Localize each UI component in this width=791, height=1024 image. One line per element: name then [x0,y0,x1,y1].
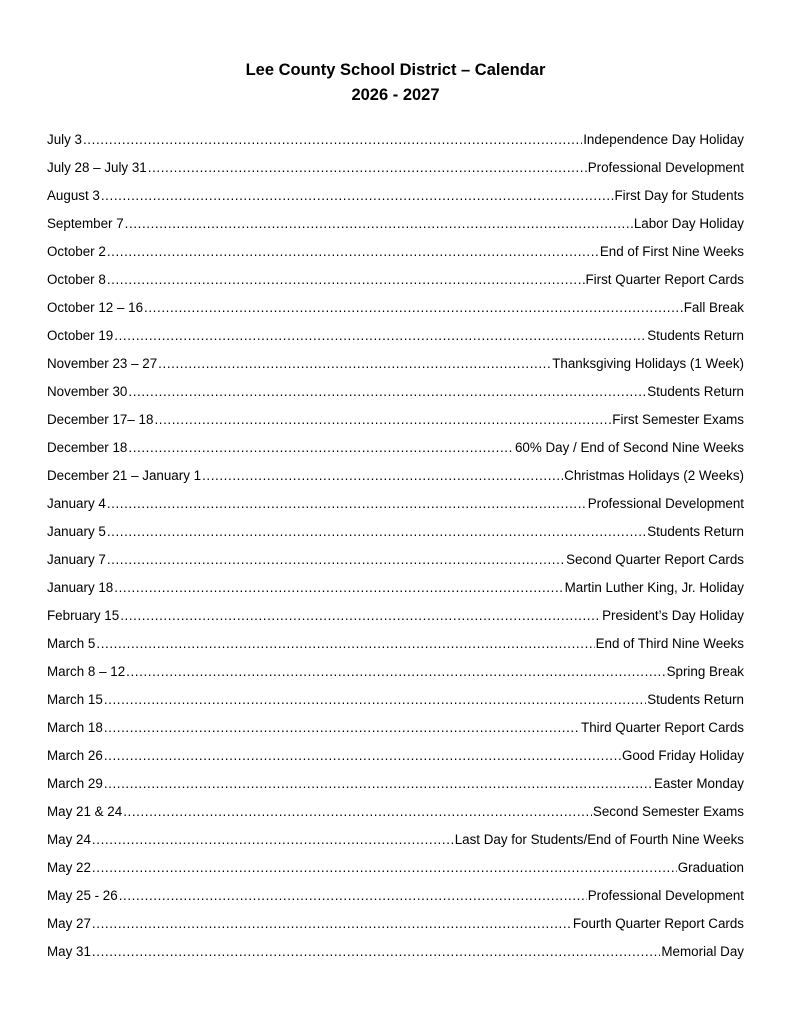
calendar-entry [47,126,744,154]
calendar-entry [47,882,744,910]
entry-event: First Semester Exams [612,412,744,427]
entry-event: Third Quarter Report Cards [581,720,744,735]
dot-leader [114,322,646,350]
title-block [0,58,791,108]
calendar-entry [47,434,744,462]
entry-date: May 22 [47,860,91,875]
entry-date: May 21 & 24 [47,804,123,819]
calendar-entry [47,266,744,294]
entry-date: January 18 [47,580,114,595]
calendar-entry [47,462,744,490]
entry-date: May 31 [47,944,91,959]
dot-leader [148,154,587,182]
dot-leader [202,462,563,490]
dot-leader [107,490,587,518]
calendar-entry [47,294,744,322]
dot-leader [107,238,599,266]
dot-leader [128,378,646,406]
dot-leader [83,126,582,154]
calendar-entry [47,910,744,938]
entry-event: Christmas Holidays (2 Weeks) [564,468,744,483]
calendar-entry [47,630,744,658]
calendar-entry [47,210,744,238]
dot-leader [101,182,614,210]
entry-date: July 3 [47,132,82,147]
dot-leader [104,686,646,714]
calendar-entry [47,350,744,378]
entry-date: October 8 [47,272,106,287]
dot-leader [107,266,585,294]
entry-date: May 24 [47,832,91,847]
calendar-entry [47,686,744,714]
calendar-entry [47,602,744,630]
dot-leader [158,350,551,378]
entry-event: Second Semester Exams [592,804,744,819]
entry-date: March 26 [47,748,103,763]
dot-leader [107,518,646,546]
entry-event: President’s Day Holiday [602,608,744,623]
entry-event: Fourth Quarter Report Cards [572,916,744,931]
calendar-entry [47,770,744,798]
calendar-entry [47,406,744,434]
entry-date: May 25 - 26 [47,888,118,903]
dot-leader [104,770,653,798]
entry-event: First Day for Students [614,188,744,203]
calendar-entry [47,490,744,518]
entry-date: December 21 – January 1 [47,468,202,483]
entry-date: March 15 [47,692,103,707]
entry-date: March 8 – 12 [47,664,126,679]
entry-date: December 18 [47,440,128,455]
entry-event: Fall Break [683,300,744,315]
entry-date: March 29 [47,776,103,791]
entry-event: Graduation [677,860,744,875]
calendar-entry [47,742,744,770]
calendar-entry [47,574,744,602]
entry-event: Students Return [647,524,744,539]
entry-event: First Quarter Report Cards [585,272,744,287]
entry-event: Second Quarter Report Cards [566,552,744,567]
calendar-entry [47,798,744,826]
entry-event: Thanksgiving Holidays (1 Week) [552,356,744,371]
dot-leader [104,714,580,742]
entry-date: October 19 [47,328,114,343]
calendar-entry [47,322,744,350]
entry-event: Memorial Day [661,944,744,959]
calendar-entry [47,658,744,686]
entry-event: Labor Day Holiday [633,216,744,231]
entry-date: January 4 [47,496,106,511]
dot-leader [144,294,683,322]
calendar-entry [47,518,744,546]
dot-leader [126,658,665,686]
dot-leader [125,210,633,238]
dot-leader [96,630,594,658]
entry-event: Students Return [647,692,744,707]
entry-date: October 2 [47,244,106,259]
entry-event: Independence Day Holiday [583,132,744,147]
entry-event: 60% Day / End of Second Nine Weeks [514,440,744,455]
calendar-entry [47,378,744,406]
dot-leader [92,938,660,966]
dot-leader [123,798,592,826]
entry-date: February 15 [47,608,120,623]
calendar-entry [47,154,744,182]
entry-event: Last Day for Students/End of Fourth Nine Weeks [454,832,744,847]
dot-leader [92,910,572,938]
entry-event: Students Return [647,328,744,343]
entry-date: December 17– 18 [47,412,154,427]
dot-leader [114,574,563,602]
calendar-entry [47,238,744,266]
calendar-entry [47,546,744,574]
calendar-entry [47,938,744,966]
entry-date: May 27 [47,916,91,931]
dot-leader [92,854,677,882]
entry-event: Professional Development [587,160,744,175]
entry-date: September 7 [47,216,124,231]
entry-event: Spring Break [666,664,744,679]
entry-date: November 30 [47,384,128,399]
dot-leader [104,742,621,770]
entry-event: Good Friday Holiday [621,748,744,763]
entry-date: August 3 [47,188,100,203]
entry-event: Martin Luther King, Jr. Holiday [564,580,744,595]
dot-leader [119,882,587,910]
calendar-entry [47,182,744,210]
document-subtitle: 2026 - 2027 [351,86,440,104]
entry-date: March 18 [47,720,103,735]
entry-date: November 23 – 27 [47,356,158,371]
entry-event: End of Third Nine Weeks [595,636,744,651]
dot-leader [128,434,514,462]
entry-event: End of First Nine Weeks [599,244,744,259]
entry-date: January 5 [47,524,106,539]
dot-leader [120,602,601,630]
document-title: Lee County School District – Calendar [245,61,546,79]
entry-event: Professional Development [587,888,744,903]
calendar-entry [47,714,744,742]
entry-date: July 28 – July 31 [47,160,147,175]
entry-date: October 12 – 16 [47,300,144,315]
entry-event: Easter Monday [653,776,744,791]
calendar-entry [47,826,744,854]
calendar-entry-list [47,126,744,966]
dot-leader [154,406,611,434]
entry-date: March 5 [47,636,96,651]
calendar-entry [47,854,744,882]
entry-event: Students Return [647,384,744,399]
entry-event: Professional Development [587,496,744,511]
dot-leader [92,826,454,854]
dot-leader [107,546,565,574]
entry-date: January 7 [47,552,106,567]
